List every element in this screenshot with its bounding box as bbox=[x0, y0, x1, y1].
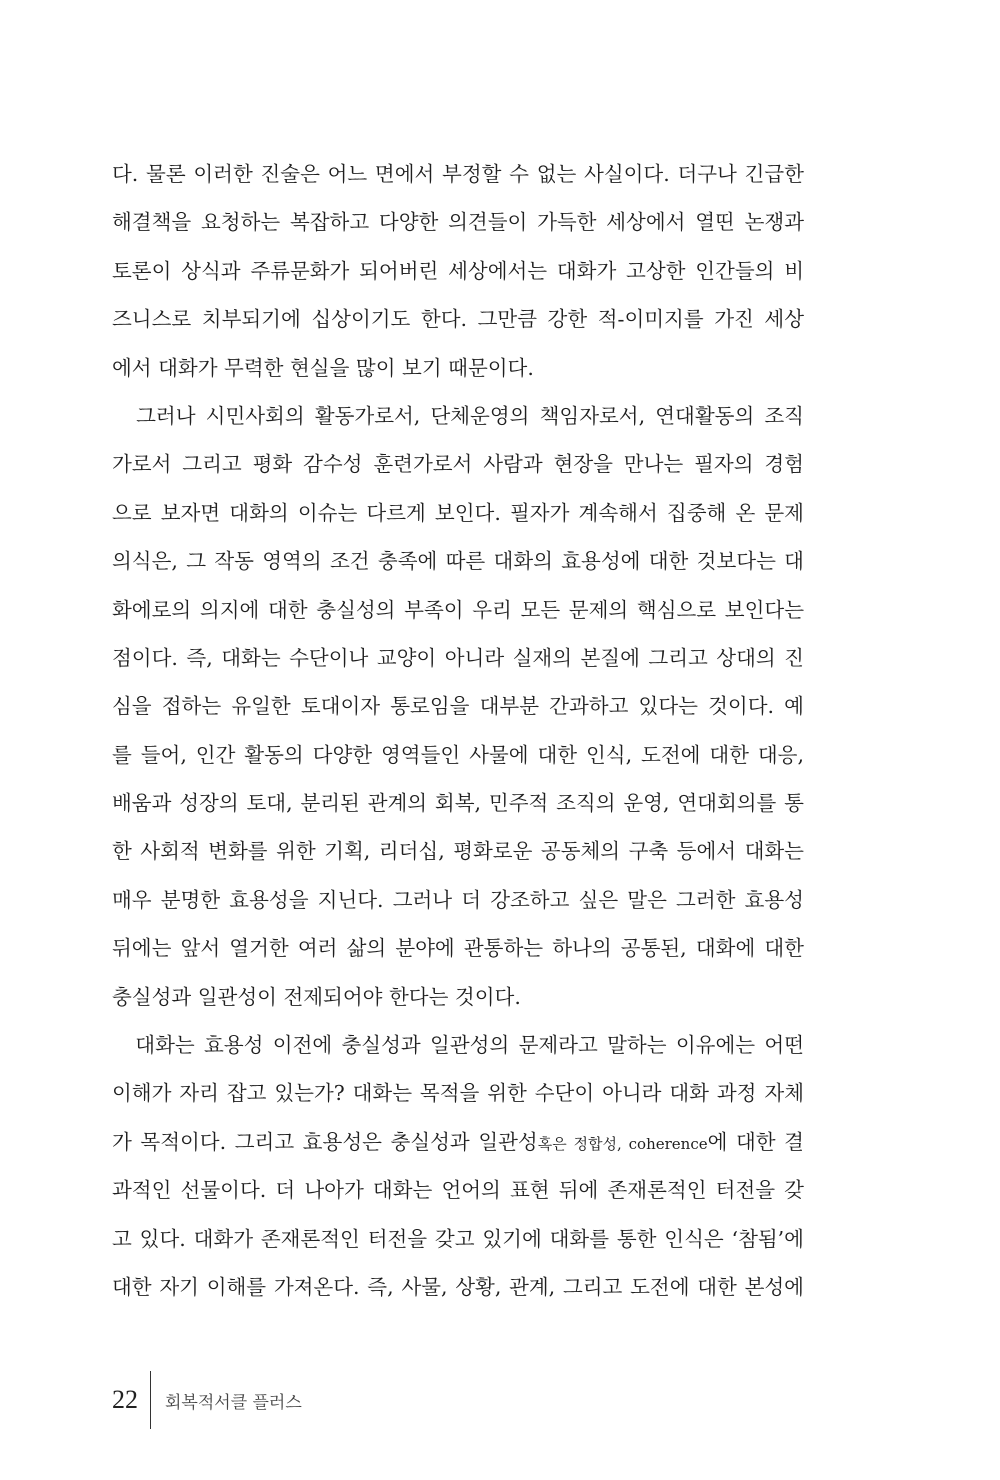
text-line: 그러나 시민사회의 활동가로서, 단체운영의 책임자로서, 연대활동의 조직 bbox=[112, 403, 804, 428]
footer-divider bbox=[150, 1371, 151, 1429]
text-line: 매우 분명한 효용성을 지닌다. 그러나 더 강조하고 싶은 말은 그러한 효용성 bbox=[112, 887, 804, 912]
text-line: 에서 대화가 무력한 현실을 많이 보기 때문이다. bbox=[112, 355, 534, 380]
text-line: 한 사회적 변화를 위한 기획, 리더십, 평화로운 공동체의 구축 등에서 대화는 bbox=[112, 839, 804, 864]
text-line: 과적인 선물이다. 더 나아가 대화는 언어의 표현 뒤에 존재론적인 터전을 갖 bbox=[112, 1178, 804, 1203]
text-segment: 가 목적이다. 그리고 효용성은 충실성과 일관성 bbox=[112, 1129, 538, 1154]
text-line: 배움과 성장의 토대, 분리된 관계의 회복, 민주적 조직의 운영, 연대회의를 통 bbox=[112, 791, 804, 816]
text-line: 으로 보자면 대화의 이슈는 다르게 보인다. 필자가 계속해서 집중해 온 문제 bbox=[112, 500, 804, 525]
text-line: 즈니스로 치부되기에 십상이기도 한다. 그만큼 강한 적-이미지를 가진 세상 bbox=[112, 307, 804, 332]
text-line: 이해가 자리 잡고 있는가? 대화는 목적을 위한 수단이 아니라 대화 과정 자체 bbox=[112, 1081, 804, 1106]
text-line: 고 있다. 대화가 존재론적인 터전을 갖고 있기에 대화를 통한 인식은 ‘참됨’에 bbox=[112, 1226, 804, 1251]
text-line: 대화는 효용성 이전에 충실성과 일관성의 문제라고 말하는 이유에는 어떤 bbox=[112, 1033, 804, 1058]
text-line: 의식은, 그 작동 영역의 조건 충족에 따른 대화의 효용성에 대한 것보다는 대 bbox=[112, 549, 804, 574]
text-line: 를 들어, 인간 활동의 다양한 영역들인 사물에 대한 인식, 도전에 대한 대응, bbox=[112, 742, 804, 767]
body-text bbox=[112, 150, 804, 1311]
text-line: 뒤에는 앞서 열거한 여러 삶의 분야에 관통하는 하나의 공통된, 대화에 대한 bbox=[112, 936, 804, 961]
text-line: 심을 접하는 유일한 토대이자 통로임을 대부분 간과하고 있다는 것이다. 예 bbox=[112, 694, 804, 719]
text-line: 대한 자기 이해를 가져온다. 즉, 사물, 상황, 관계, 그리고 도전에 대한 본성에 bbox=[112, 1274, 804, 1299]
text-line-with-note bbox=[112, 1118, 804, 1166]
text-line: 점이다. 즉, 대화는 수단이나 교양이 아니라 실재의 본질에 그리고 상대의 진 bbox=[112, 645, 804, 670]
page-number: 22 bbox=[112, 1385, 138, 1414]
running-title: 회복적서클 플러스 bbox=[165, 1392, 302, 1413]
text-line: 해결책을 요청하는 복잡하고 다양한 의견들이 가득한 세상에서 열띤 논쟁과 bbox=[112, 210, 804, 235]
text-segment: 에 대한 결 bbox=[707, 1129, 804, 1154]
text-line: 다. 물론 이러한 진술은 어느 면에서 부정할 수 없는 사실이다. 더구나 긴급한 bbox=[112, 162, 804, 186]
page-footer bbox=[112, 1370, 302, 1430]
text-line: 가로서 그리고 평화 감수성 훈련가로서 사람과 현장을 만나는 필자의 경험 bbox=[112, 452, 804, 477]
text-line: 충실성과 일관성이 전제되어야 한다는 것이다. bbox=[112, 984, 521, 1009]
inline-note: 혹은 정합성, coherence bbox=[537, 1134, 708, 1153]
text-line: 토론이 상식과 주류문화가 되어버린 세상에서는 대화가 고상한 인간들의 비 bbox=[112, 258, 804, 283]
text-line: 화에로의 의지에 대한 충실성의 부족이 우리 모든 문제의 핵심으로 보인다는 bbox=[112, 597, 804, 622]
